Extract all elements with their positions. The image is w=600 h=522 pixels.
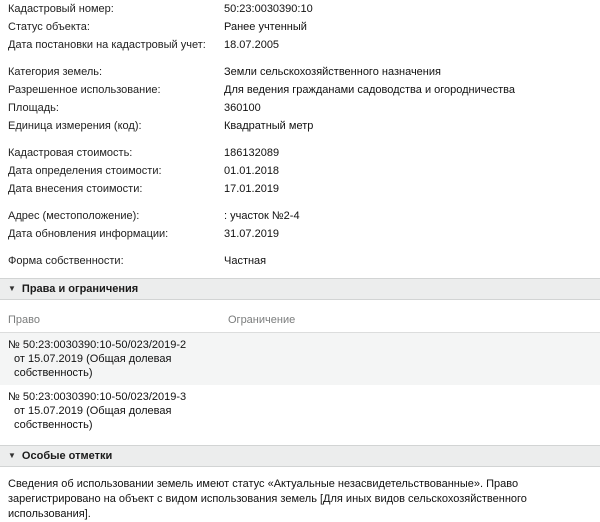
detail-label: Единица измерения (код): bbox=[8, 120, 142, 132]
detail-value: Для ведения гражданами садоводства и огородничества bbox=[224, 84, 516, 96]
right-number: № 50:23:0030390:10-50/023/2019-3 bbox=[8, 391, 187, 403]
section-header-rights[interactable] bbox=[0, 278, 600, 300]
detail-value: 360100 bbox=[224, 102, 261, 114]
table-row bbox=[0, 99, 600, 117]
detail-label: Адрес (местоположение): bbox=[8, 210, 140, 222]
restriction-cell bbox=[220, 385, 600, 437]
detail-label: Дата обновления информации: bbox=[8, 228, 169, 240]
table-row bbox=[0, 180, 600, 198]
table-row bbox=[0, 0, 600, 18]
detail-label: Дата определения стоимости: bbox=[8, 165, 162, 177]
detail-value: Квадратный метр bbox=[224, 120, 314, 132]
section-title: Права и ограничения bbox=[21, 283, 139, 295]
right-date: от 15.07.2019 (Общая долевая bbox=[14, 353, 172, 365]
detail-value: 186132089 bbox=[224, 147, 280, 159]
right-type: собственность) bbox=[14, 367, 93, 379]
detail-value: 01.01.2018 bbox=[224, 165, 280, 177]
table-row bbox=[0, 333, 600, 386]
detail-value: 18.07.2005 bbox=[224, 39, 280, 51]
table-row bbox=[0, 385, 600, 437]
detail-label: Дата внесения стоимости: bbox=[8, 183, 143, 195]
detail-label: Статус объекта: bbox=[8, 21, 90, 33]
detail-label: Разрешенное использование: bbox=[8, 84, 161, 96]
table-row bbox=[0, 54, 600, 81]
detail-value: Ранее учтенный bbox=[224, 21, 307, 33]
table-row bbox=[0, 36, 600, 54]
detail-value: Земли сельскохозяйственного назначения bbox=[224, 66, 441, 78]
table-header-row bbox=[0, 300, 600, 333]
right-cell bbox=[0, 333, 220, 386]
detail-label: Кадастровая стоимость: bbox=[8, 147, 133, 159]
column-header-right: Право bbox=[0, 300, 220, 333]
table-row bbox=[0, 81, 600, 99]
restriction-cell bbox=[220, 333, 600, 386]
right-type: собственность) bbox=[14, 419, 93, 431]
detail-label: Площадь: bbox=[8, 102, 59, 114]
detail-label: Дата постановки на кадастровый учет: bbox=[8, 39, 206, 51]
table-row bbox=[0, 162, 600, 180]
detail-value: 17.01.2019 bbox=[224, 183, 280, 195]
column-header-restriction: Ограничение bbox=[220, 300, 600, 333]
rights-and-restrictions-table bbox=[0, 300, 600, 437]
right-date: от 15.07.2019 (Общая долевая bbox=[14, 405, 172, 417]
detail-label: Категория земель: bbox=[8, 66, 103, 78]
table-row bbox=[0, 225, 600, 243]
triangle-down-icon: ▼ bbox=[8, 284, 16, 293]
detail-value: 31.07.2019 bbox=[224, 228, 280, 240]
special-notes-text: Сведения об использовании земель имеют статус «Актуальные незасвидетельствованные». Право зарегистрировано на объект с видом использования земель [Для иных видов сельскохозяйственного использования]. bbox=[8, 478, 527, 520]
detail-label: Кадастровый номер: bbox=[8, 3, 114, 15]
table-row bbox=[0, 243, 600, 270]
table-row bbox=[0, 18, 600, 36]
table-row bbox=[0, 135, 600, 162]
triangle-down-icon: ▼ bbox=[8, 451, 16, 460]
detail-label: Форма собственности: bbox=[8, 255, 124, 267]
right-cell bbox=[0, 385, 220, 437]
table-row bbox=[0, 117, 600, 135]
detail-value: 50:23:0030390:10 bbox=[224, 3, 313, 15]
detail-value: Частная bbox=[224, 255, 267, 267]
table-row bbox=[0, 198, 600, 225]
section-header-special-notes[interactable] bbox=[0, 445, 600, 467]
detail-value: : участок №2-4 bbox=[224, 210, 300, 222]
section-title: Особые отметки bbox=[21, 450, 113, 462]
right-number: № 50:23:0030390:10-50/023/2019-2 bbox=[8, 339, 187, 351]
